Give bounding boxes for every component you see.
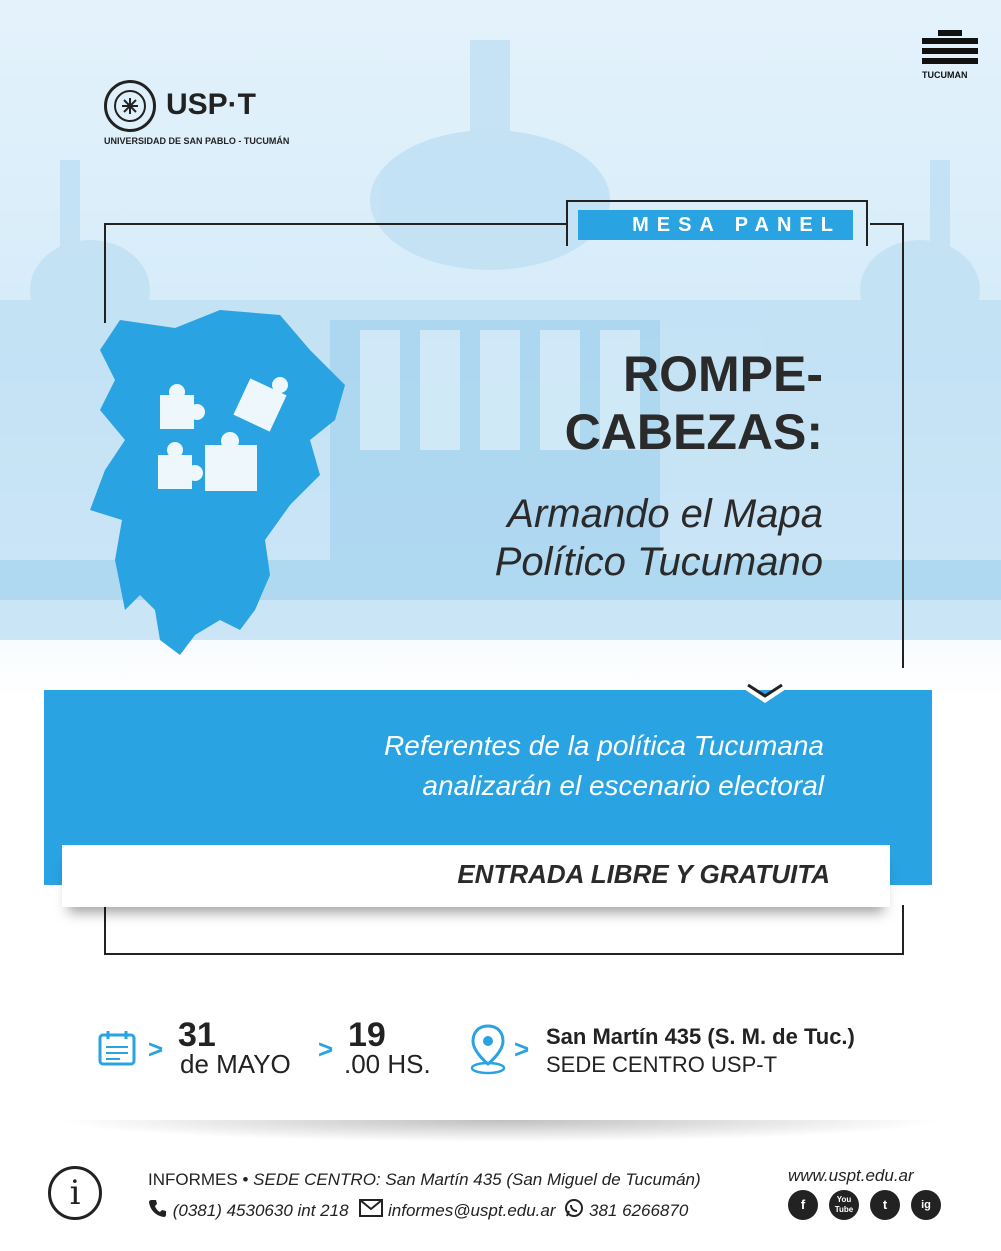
logo-subtitle: UNIVERSIDAD DE SAN PABLO - TUCUMÁN (104, 136, 290, 146)
description-line-1: Referentes de la política Tucumana (384, 730, 824, 761)
event-day: 31 (178, 1016, 216, 1054)
event-hour: 19 (348, 1016, 386, 1054)
event-minutes: .00 HS. (344, 1049, 431, 1079)
email-link[interactable]: informes@uspt.edu.ar (388, 1200, 556, 1220)
mesa-panel-tag (566, 200, 866, 246)
youtube-icon[interactable]: You Tube (829, 1190, 859, 1220)
informes-sede: SEDE CENTRO: San Martín 435 (San Miguel de Tucumán) (253, 1170, 701, 1189)
description-line-2: analizarán el escenario electoral (422, 770, 824, 801)
arrow-icon: > (318, 1034, 334, 1064)
subtitle-line-1: Armando el Mapa (507, 492, 823, 536)
frame-line (104, 953, 904, 955)
event-month: de MAYO (180, 1049, 291, 1079)
info-icon: i (48, 1166, 102, 1220)
mail-icon (359, 1199, 383, 1222)
informes-label: INFORMES • (148, 1170, 249, 1189)
arrow-icon: > (514, 1034, 530, 1064)
event-address: San Martín 435 (S. M. de Tuc.) (546, 1024, 855, 1049)
arrow-icon: > (148, 1034, 164, 1064)
frame-line (104, 900, 106, 955)
phone-icon (148, 1198, 168, 1223)
tucuman-logo (922, 28, 978, 80)
event-description (384, 726, 824, 806)
chevron-down-icon (744, 675, 786, 705)
location-pin-icon (467, 1024, 509, 1081)
entry-banner (62, 845, 890, 907)
title-line-2: CABEZAS: (564, 404, 823, 460)
frame-line (902, 905, 904, 955)
divider (55, 1120, 945, 1142)
title-line-1: ROMPE- (623, 346, 823, 402)
frame-line (902, 223, 904, 668)
contact-line (148, 1198, 688, 1223)
phone-number[interactable]: (0381) 4530630 int 218 (172, 1200, 349, 1220)
frame-line (870, 223, 904, 225)
event-venue: SEDE CENTRO USP-T (546, 1052, 778, 1077)
calendar-icon (98, 1030, 136, 1071)
tucuman-map-illustration (80, 290, 360, 665)
tag-label: MESA PANEL (578, 210, 853, 240)
subtitle-line-2: Político Tucumano (494, 540, 823, 584)
event-title (565, 345, 823, 461)
frame-line (104, 223, 566, 225)
tucuman-label: TUCUMAN (922, 70, 968, 80)
website-link[interactable]: www.uspt.edu.ar (788, 1166, 914, 1185)
whatsapp-number[interactable]: 381 6266870 (589, 1200, 689, 1220)
twitter-icon[interactable]: t (870, 1190, 900, 1220)
event-subtitle (495, 490, 823, 586)
instagram-icon[interactable]: ig (911, 1190, 941, 1220)
informes-line (148, 1170, 701, 1190)
whatsapp-icon (564, 1198, 584, 1223)
university-seal-icon (104, 80, 156, 132)
entry-label: ENTRADA LIBRE Y GRATUITA (457, 859, 830, 889)
facebook-icon[interactable]: f (788, 1190, 818, 1220)
logo-name: USP·T (166, 88, 256, 121)
